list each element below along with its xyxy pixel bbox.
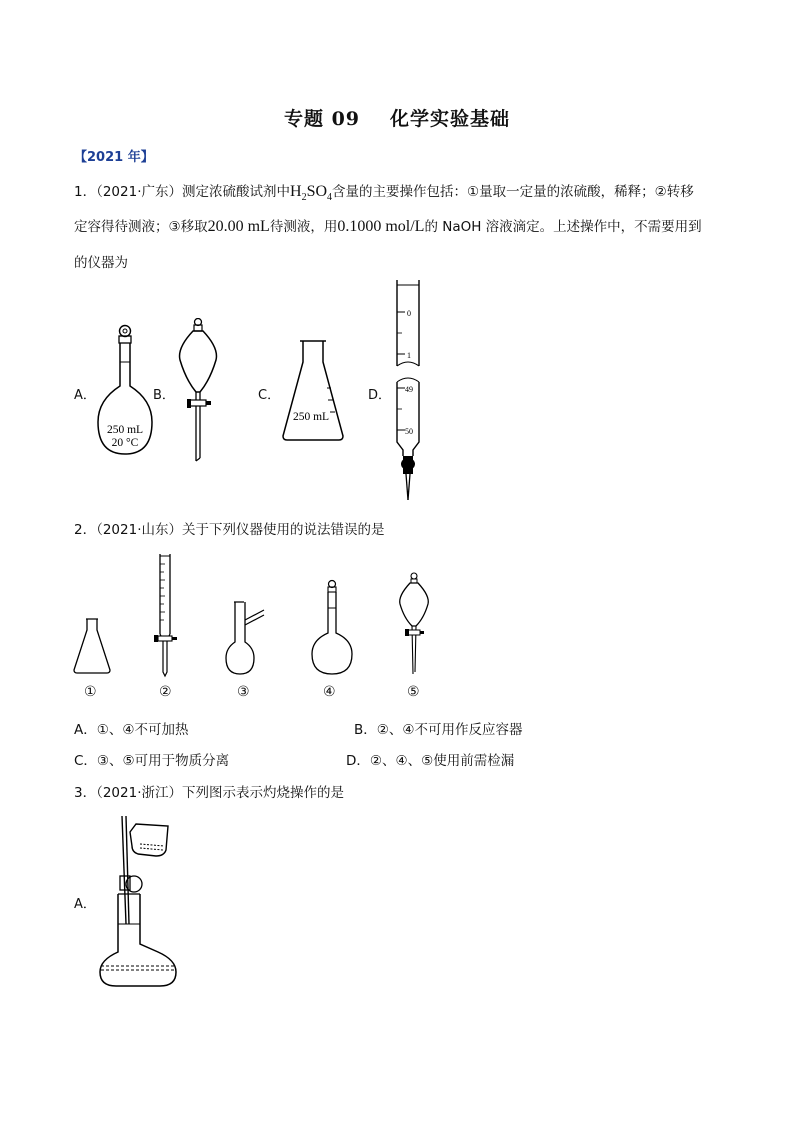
q3-stem [74,781,344,801]
q1-option-d-label[interactable]: D． [368,388,392,403]
formula-so: SO [306,183,328,200]
instrument-label: ① [84,684,97,700]
q1-text: 测定浓硫酸试剂中 [182,184,290,200]
burette-icon [388,278,430,504]
q1-text: 含量的主要操作包括：①量取一定量的浓硫酸，稀释；②转移 [332,184,694,200]
q1-option-b-label[interactable]: B． [153,388,175,403]
q1-line3: 的仪器为 [74,255,128,271]
q1-text: 待测液，用 [269,219,338,235]
q1-number: 1． [74,184,97,200]
separatory-funnel-icon [396,572,432,678]
solution-transfer-icon [96,814,182,990]
q3-number: 3． [74,785,97,801]
q2-choice-a[interactable]: A．①、④不可加热 [74,722,189,738]
q2-choice-b[interactable]: B．②、④不可用作反应容器 [354,722,523,738]
q3-text: 下列图示表示灼烧操作的是 [182,785,344,801]
burette-tick: 1 [407,351,411,360]
burette-tick: 49 [405,385,413,394]
separatory-funnel-icon [174,318,222,466]
q2-stem [74,518,385,538]
q2-text: 关于下列仪器使用的说法错误的是 [182,522,385,538]
q2-choice-d[interactable]: D．②、④、⑤使用前需检漏 [346,753,515,769]
q3-option-a-label[interactable]: A． [74,897,96,912]
q1-option-a-label[interactable]: A． [74,388,96,403]
q1-text: 的 NaOH 溶液滴定。上述操作中，不需要用到 [424,219,702,235]
q3-source: （2021·浙江） [96,785,182,801]
formula-sub: 2 [301,192,307,204]
flask-temp: 20 °C [111,437,139,449]
conical-flask-icon [72,616,112,676]
q2-number: 2． [74,522,97,538]
conical-flask-icon [280,338,346,444]
page-title [0,104,794,131]
concentration-value: 0.1000 mol/L [337,218,425,235]
distillation-flask-icon [224,598,268,678]
q1-source: （2021·广东） [96,184,182,200]
q1-option-c-label[interactable]: C． [258,388,281,403]
instrument-label: ② [159,684,172,700]
title-main: 化学实验基础 [390,108,511,130]
acid-burette-icon [148,552,186,678]
q1-line2 [74,215,702,236]
volumetric-flask-icon [94,322,156,458]
flask-volume: 250 mL [106,424,144,436]
burette-tick: 0 [407,309,411,318]
formula-h: H [290,183,302,200]
q2-choice-c[interactable]: C．③、⑤可用于物质分离 [74,753,230,769]
instrument-label: ⑤ [407,684,420,700]
formula [290,183,333,204]
volume-value: 20.00 mL [207,218,270,235]
q1-text: 定容得待测液；③移取 [74,219,208,235]
q2-source: （2021·山东） [96,522,182,538]
year-heading: 【2021 年】 [74,150,154,165]
burette-tick: 50 [405,427,413,436]
volumetric-flask-icon [310,578,354,678]
q1-line1 [74,180,694,203]
instrument-label: ④ [323,684,336,700]
instrument-label: ③ [237,684,250,700]
flask-volume: 250 mL [292,411,330,423]
formula-sub: 4 [327,192,333,204]
title-prefix: 专题 09 [283,108,361,130]
